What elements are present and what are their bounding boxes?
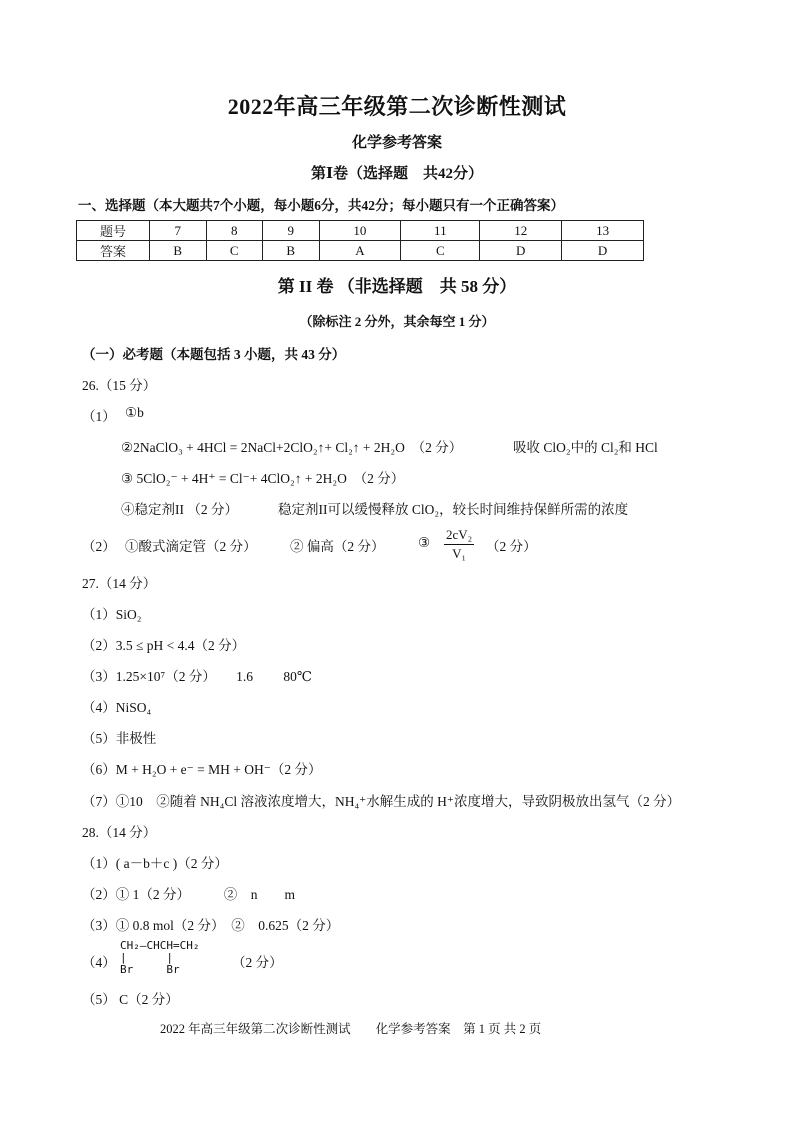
q28-answer-4-score: （2 分） bbox=[232, 955, 283, 970]
q26-answer-1b-note: 吸收 ClO₂中的 Cl₂和 HCl bbox=[513, 440, 658, 455]
structure-chain: CH₂—CHCH=CH₂ bbox=[120, 939, 200, 952]
q27-heading: 27.（14 分） bbox=[82, 576, 157, 591]
q28-part4-number: （4） bbox=[82, 955, 116, 970]
table-cell: 8 bbox=[206, 221, 263, 241]
structural-formula bbox=[120, 940, 199, 976]
q26-answer-1d: ④稳定剂II （2 分） bbox=[121, 502, 238, 517]
choice-instruction: 一、选择题（本大题共7个小题，每小题6分，共42分；每小题只有一个正确答案） bbox=[78, 198, 564, 213]
q28-answer-1: （1）( a－b＋c )（2 分） bbox=[82, 856, 228, 871]
row-label-question: 题号 bbox=[77, 221, 150, 241]
page-subtitle: 化学参考答案 bbox=[351, 135, 442, 151]
q28-answer-3: （3）① 0.8 mol（2 分） ② 0.625（2 分） bbox=[82, 918, 340, 933]
q26-answer-1d-reason: 稳定剂II可以缓慢释放 ClO₂，较长时间维持保鲜所需的浓度 bbox=[278, 502, 629, 517]
scoring-note: （除标注 2 分外，其余每空 1 分） bbox=[299, 314, 495, 329]
table-row bbox=[77, 221, 644, 241]
q27-answer-4: （4）NiSO₄ bbox=[82, 700, 152, 715]
table-cell: 11 bbox=[401, 221, 480, 241]
part-heading: （一）必考题（本题包括 3 小题，共 43 分） bbox=[82, 347, 346, 362]
page-title: 2022年高三年级第二次诊断性测试 bbox=[227, 94, 567, 119]
page-footer: 2022 年高三年级第二次诊断性测试 化学参考答案 第 1 页 共 2 页 bbox=[160, 1022, 542, 1036]
table-cell: D bbox=[562, 241, 644, 261]
table-cell: 13 bbox=[562, 221, 644, 241]
table-cell: A bbox=[319, 241, 401, 261]
table-cell: B bbox=[150, 241, 207, 261]
q28-answer-2: （2）① 1（2 分） ② n m bbox=[82, 887, 296, 902]
table-cell: 12 bbox=[480, 221, 562, 241]
table-cell: C bbox=[401, 241, 480, 261]
answer-table bbox=[76, 220, 644, 261]
q28-answer-5: （5） C（2 分） bbox=[82, 992, 179, 1007]
table-cell: D bbox=[480, 241, 562, 261]
structure-bonds: | | bbox=[120, 951, 173, 964]
q27-answer-5: （5）非极性 bbox=[82, 731, 157, 746]
table-cell: 9 bbox=[263, 221, 320, 241]
fraction-numerator: 2cV₂ bbox=[444, 527, 474, 545]
q27-answer-1: （1）SiO₂ bbox=[82, 607, 142, 622]
fraction-expression bbox=[444, 527, 474, 562]
q27-answer-3: （3）1.25×10⁷（2 分） 1.6 80℃ bbox=[82, 669, 312, 684]
q26-answer-2c-score: （2 分） bbox=[486, 539, 537, 554]
q26-answer-1b: ②2NaClO₃ + 4HCl = 2NaCl+2ClO₂↑+ Cl₂↑ + 2H₂O （2 分） bbox=[121, 440, 463, 455]
section-2-heading: 第 II 卷 （非选择题 共 58 分） bbox=[277, 277, 517, 296]
table-row bbox=[77, 241, 644, 261]
table-cell: C bbox=[206, 241, 263, 261]
row-label-answer: 答案 bbox=[77, 241, 150, 261]
section-1-heading: 第Ⅰ卷（选择题 共42分） bbox=[310, 166, 484, 182]
q26-answer-1a: ①b bbox=[125, 405, 144, 420]
q26-part2-number: （2） bbox=[82, 539, 116, 554]
q27-answer-7: （7）①10 ②随着 NH₄Cl 溶液浓度增大，NH₄⁺水解生成的 H⁺浓度增大，导致阴极放出氢气（2 分） bbox=[82, 794, 681, 809]
q26-answer-2a: ①酸式滴定管（2 分） bbox=[125, 539, 257, 554]
q28-heading: 28.（14 分） bbox=[82, 825, 157, 840]
q27-answer-6: （6）M + H₂O + e⁻ = MH + OH⁻（2 分） bbox=[82, 762, 322, 777]
q26-answer-2b: ② 偏高（2 分） bbox=[290, 539, 385, 554]
table-cell: B bbox=[263, 241, 320, 261]
q26-part1-number: （1） bbox=[82, 409, 116, 424]
q27-answer-2: （2）3.5 ≤ pH < 4.4（2 分） bbox=[82, 638, 246, 653]
table-cell: 10 bbox=[319, 221, 401, 241]
table-cell: 7 bbox=[150, 221, 207, 241]
structure-substituents: Br Br bbox=[120, 963, 180, 976]
q26-answer-1c: ③ 5ClO₂⁻ + 4H⁺ = Cl⁻+ 4ClO₂↑ + 2H₂O （2 分） bbox=[121, 471, 405, 486]
fraction-denominator: V₁ bbox=[452, 546, 467, 561]
q26-heading: 26.（15 分） bbox=[82, 378, 157, 393]
q26-answer-2c-marker: ③ bbox=[418, 535, 431, 550]
